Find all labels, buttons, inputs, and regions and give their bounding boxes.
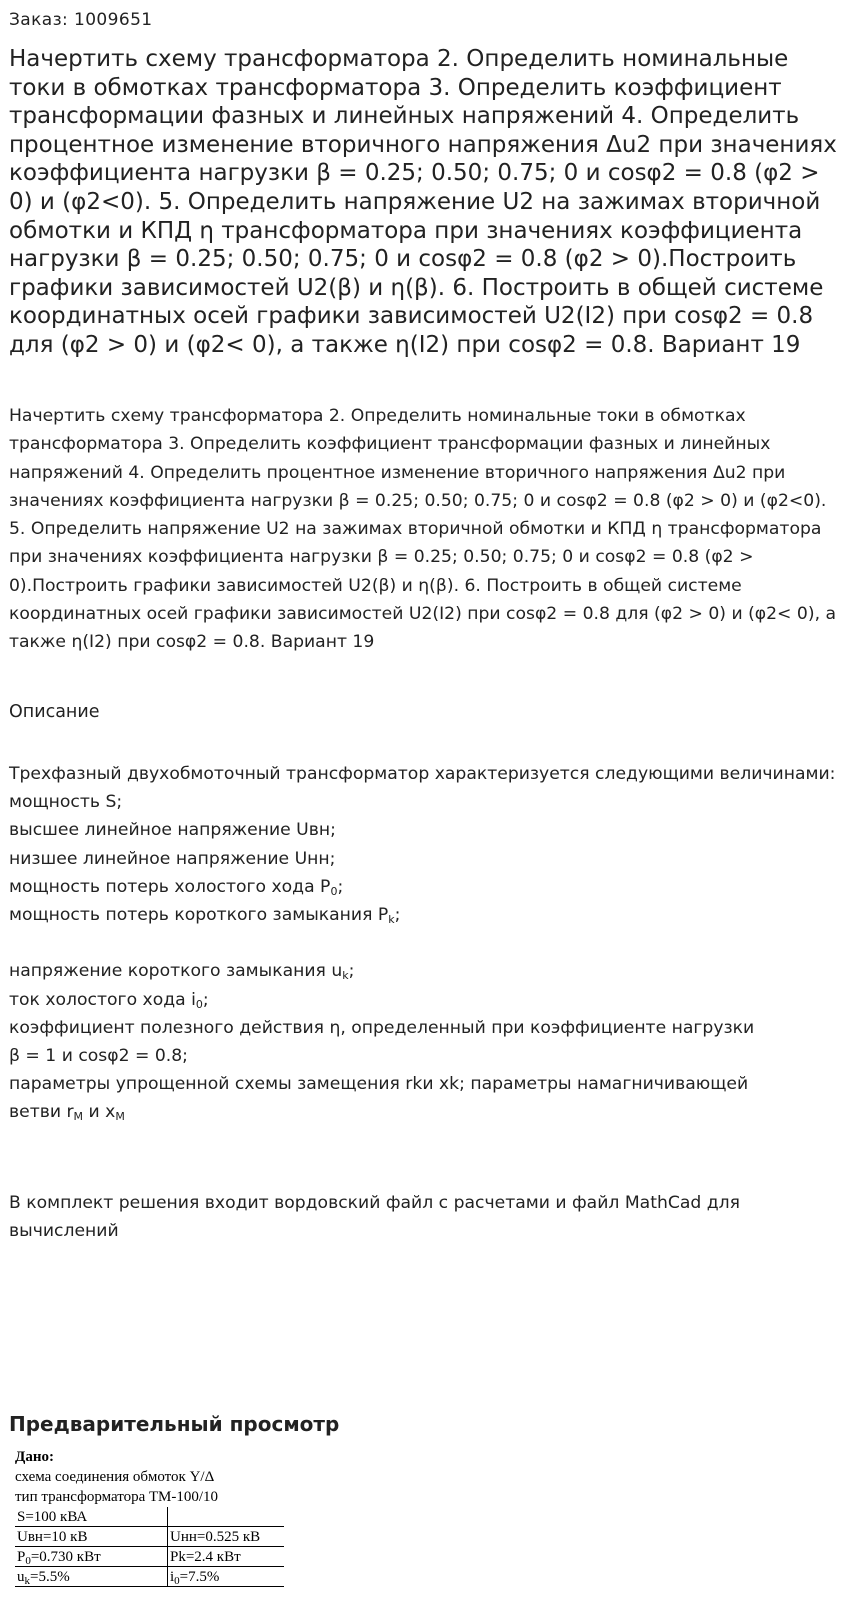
param-p0: мощность потерь холостого хода $P_0$; [9,876,344,898]
param-equivalent-1: параметры упрощенной схемы замещения rkи xk; параметры намагничивающей [9,1074,749,1095]
preview-params-table [15,1507,284,1587]
table-row [15,1547,284,1567]
param-i0: ток холостого хода $i_0$; [9,989,209,1011]
param-low-voltage: низшее линейное напряжение Uнн; [9,848,336,869]
spacer [9,929,841,957]
param-efficiency-1: коэффициент полезного действия η, определенный при коэффициенте нагрузки [9,1017,755,1038]
param-uk: напряжение короткого замыкания $u_k$; [9,961,355,983]
table-cell [168,1507,285,1527]
order-value: 1009651 [73,10,153,30]
param-pk: мощность потерь короткого замыкания $P_k$; [9,905,401,927]
table-cell: Pk=2.4 кВт [168,1547,285,1567]
table-cell: $u_k=5.5\%$ [15,1567,168,1587]
preview-scheme: схема соединения обмоток Y/Δ [15,1469,215,1485]
order-number [9,10,153,30]
table-row [15,1507,284,1527]
preview-given: Дано: [15,1449,54,1465]
param-power: мощность S; [9,792,123,813]
preview-document [15,1447,295,1587]
table-cell: Uвн=10 кВ [15,1527,168,1547]
table-row [15,1567,284,1587]
table-cell: $i_0=7.5\%$ [168,1567,285,1587]
page-title: Начертить схему трансформатора 2. Определить номинальные токи в обмотках трансформатора 3. Определить коэффициент трансформации фазных и линейных напряжений 4. Определить процентное изменение вторичного напряжения Δu2 при значениях коэффициента нагрузки β = 0.25; 0.50; 0.75; 0 и cosφ2 = 0.8 (φ2 > 0) и (φ2<0). 5. Определить напряжение U2 на зажимах вторичной обмотки и КПД η трансформатора при значениях коэффициента нагрузки β = 0.25; 0.50; 0.75; 0 и cosφ2 = 0.8 (φ2 > 0).Построить графики зависимостей U2(β) и η(β). 6. Построить в общей системе координатных осей графики зависимостей U2(I2) при cosφ2 = 0.8 для (φ2 > 0) и (φ2< 0), а также η(I2) при cosφ2 = 0.8. Вариант 19 [9,46,837,358]
description-intro: Трехфазный двухобмоточный трансформатор характеризуется следующими величинами: [9,764,836,784]
preview-type: тип трансформатора ТМ-100/10 [15,1489,219,1505]
task-text: Начертить схему трансформатора 2. Определить номинальные токи в обмотках трансформатора 3. Определить коэффициент трансформации фазных и линейных напряжений 4. Определить процентное изменение вторичного напряжения Δu2 при значениях коэффициента нагрузки β = 0.25; 0.50; 0.75; 0 и cosφ2 = 0.8 (φ2 > 0) и (φ2<0). 5. Определить напряжение U2 на зажимах вторичной обмотки и КПД η трансформатора при значениях коэффициента нагрузки β = 0.25; 0.50; 0.75; 0 и cosφ2 = 0.8 (φ2 > 0).Построить графики зависимостей U2(β) и η(β). 6. Построить в общей системе координатных осей графики зависимостей U2(I2) при cosφ2 = 0.8 для (φ2 > 0) и (φ2< 0), а также η(I2) при cosφ2 = 0.8. Вариант 19 [9,406,837,653]
table-cell: $P_0=0.730$ кВт [15,1547,168,1567]
solution-contents: В комплект решения входит вордовский файл с расчетами и файл MathCad для вычислений [9,1193,740,1242]
param-high-voltage: высшее линейное напряжение Uвн; [9,820,336,841]
description-heading: Описание [9,702,100,722]
param-equivalent-2: ветви $r_M$ и $x_M$ [9,1102,125,1124]
table-row [15,1527,284,1547]
description [9,760,841,1127]
preview-heading: Предварительный просмотр [9,1412,340,1436]
table-cell: Uнн=0.525 кВ [168,1527,285,1547]
order-label: Заказ: [9,10,69,30]
table-cell: S=100 кВА [17,1509,88,1525]
param-efficiency-2: β = 1 и cosφ2 = 0.8; [9,1046,188,1067]
